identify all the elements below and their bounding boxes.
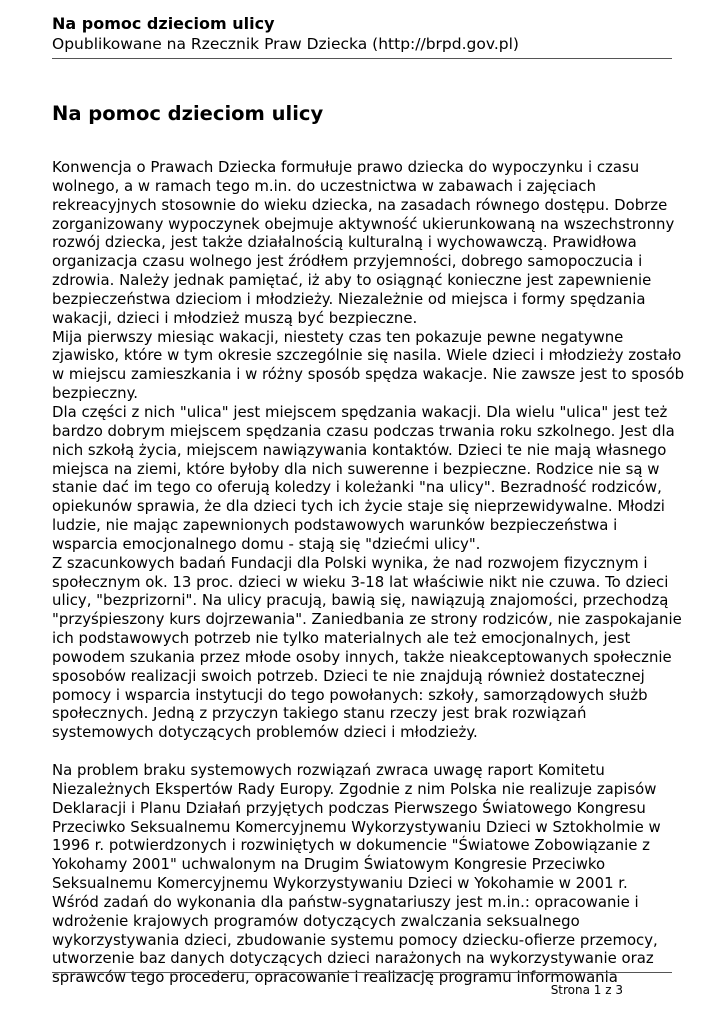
article-paragraph: Dla części z nich "ulica" jest miejscem spędzania wakacji. Dla wielu "ulica" jest też bardzo dobrym miejscem spędzania czasu podczas trwania roku szkolnego. Jest dla nich szkołą życia, miejscem nawiązywania kontaktów. Dzieci te nie mają własnego miejsca na ziemi, które byłoby dla nich suwerenne i bezpieczne. Rodzice nie są w stanie dać im tego co oferują koledzy i koleżanki "na ulicy". Bezradność rodziców, opiekunów sprawia, że dla dzieci tych ich życie staje się nieprzewidywalne. Młodzi ludzie, nie mając zapewnionych podstawowych warunków bezpieczeństwa i wsparcia emocjonalnego domu - stają się "dziećmi ulicy". — [52, 402, 675, 553]
article-paragraph: Z szacunkowych badań Fundacji dla Polski wynika, że nad rozwojem fizycznym i społecznym ok. 13 proc. dzieci w wieku 3-18 lat właściwie nikt nie czuwa. To dzieci ulicy, "bezprizorni". Na ulicy pracują, bawią się, nawiązują znajomości, przechodzą "przyśpieszony kurs dojrzewania". Zaniedbania ze strony rodziców, nie zaspokajanie ich podstawowych potrzeb nie tylko materialnych ale też emocjonalnych, jest powodem szukania przez młode osoby innych, także nieakceptowanych społecznie sposobów realizacji swoich potrzeb. Dzieci te nie znajdują również dostatecznej pomocy i wsparcia instytucji do tego powołanych: szkoły, samorządowych służb społecznych. Jedną z przyczyn takiego stanu rzeczy jest brak rozwiązań systemowych dotyczących problemów dzieci i młodzieży. — [52, 553, 682, 742]
site-title: Na pomoc dzieciom ulicy — [52, 14, 275, 33]
published-on-line: Opublikowane na Rzecznik Praw Dziecka (http://brpd.gov.pl) — [52, 35, 519, 53]
footer-divider — [52, 972, 672, 973]
article-paragraph: Na problem braku systemowych rozwiązań zwraca uwagę raport Komitetu Niezależnych Ekspertów Rady Europy. Zgodnie z nim Polska nie realizuje zapisów Deklaracji i Planu Działań przyjętych podczas Pierwszego Światowego Kongresu Przeciwko Seksualnemu Komercyjnemu Wykorzystywaniu Dzieci w Sztokholmie w 1996 r. potwierdzonych i rozwiniętych w dokumencie "Światowe Zobowiązanie z Yokohamy 2001" uchwalonym na Drugim Światowym Kongresie Przeciwko Seksualnemu Komercyjnemu Wykorzystywaniu Dzieci w Yokohamie w 2001 r. Wśród zadań do wykonania dla państw-sygnatariuszy jest m.in.: opracowanie i wdrożenie krajowych programów dotyczących zwalczania seksualnego wykorzystywania dzieci, zbudowanie systemu pomocy dziecku-ofierze przemocy, utworzenie baz danych dotyczących dzieci narażonych na wykorzystywanie oraz sprawców tego procederu, opracowanie i realizację programu informowania — [52, 761, 661, 987]
article-paragraph: Konwencja o Prawach Dziecka formułuje prawo dziecka do wypoczynku i czasu wolnego, a w ramach tego m.in. do uczestnictwa w zabawach i zajęciach rekreacyjnych stosownie do wieku dziecka, na zasadach równego dostępu. Dobrze zorganizowany wypoczynek obejmuje aktywność ukierunkowaną na wszechstronny rozwój dziecka, jest także działalnością kulturalną i wychowawczą. Prawidłowa organizacja czasu wolnego jest źródłem przyjemności, dobrego samopoczucia i zdrowia. Należy jednak pamiętać, iż aby to osiągnąć konieczne jest zapewnienie bezpieczeństwa dzieciom i młodzieży. Niezależnie od miejsca i formy spędzania wakacji, dzieci i młodzież muszą być bezpieczne. — [52, 158, 675, 327]
header-divider — [52, 58, 672, 59]
page-title: Na pomoc dzieciom ulicy — [52, 102, 324, 125]
article-paragraph: Mija pierwszy miesiąc wakacji, niestety czas ten pokazuje pewne negatywne zjawisko, które w tym okresie szczególnie się nasila. Wiele dzieci i młodzieży zostało w miejscu zamieszkania i w różny sposób spędza wakacje. Nie zawsze jest to sposób bezpieczny. — [52, 327, 685, 403]
page-number: Strona 1 z 3 — [550, 983, 623, 997]
article-body — [52, 158, 692, 987]
document-header — [52, 14, 672, 54]
